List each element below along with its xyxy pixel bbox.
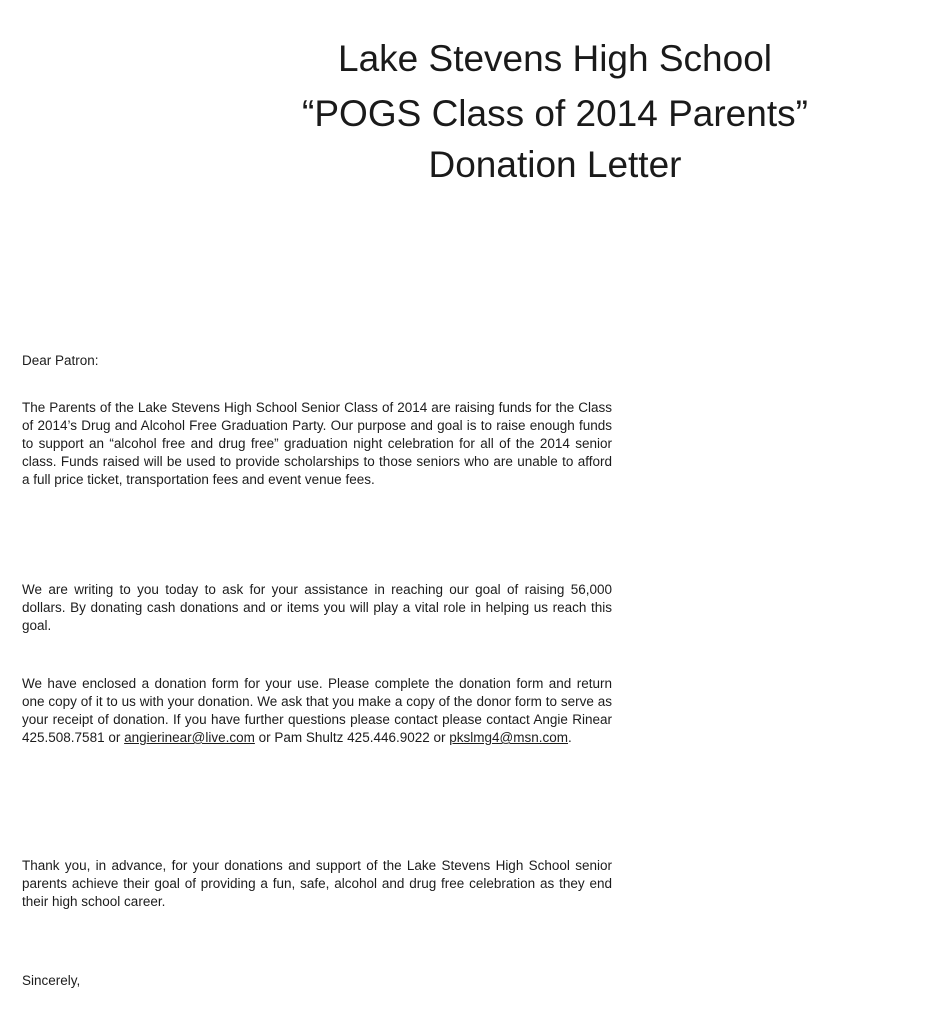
contact-paragraph-middle: or Pam Shultz 425.446.9022 or [258, 730, 446, 745]
contact-paragraph-end: . [568, 730, 572, 745]
closing: Sincerely, [22, 973, 81, 988]
paragraph-request: We are writing to you today to ask for your assistance in reaching our goal of raising 56,000 dollars. By donating cash donations and or items you will play a vital role in helping us reach this goal. [22, 582, 612, 633]
salutation: Dear Patron: [22, 353, 99, 368]
contact-email-link-1[interactable]: angierinear@live.com [124, 730, 255, 745]
group-name-title: “POGS Class of 2014 Parents” [302, 93, 808, 134]
paragraph-thanks: Thank you, in advance, for your donations and support of the Lake Stevens High School senior parents achieve their goal of providing a fun, safe, alcohol and drug free celebration as they end their high school career. [22, 858, 612, 909]
school-name-title: Lake Stevens High School [338, 38, 772, 79]
contact-paragraph-text: We have enclosed a donation form for your use. Please complete the donation form and return one copy of it to us with your donation. We ask that you make a copy of the donor form to serve as your receipt of donation. If you have further questions please contact please contact Angie Rinear 425.508.7581 or [22, 676, 612, 745]
paragraph-contact [22, 675, 612, 747]
contact-email-link-2[interactable]: pkslmg4@msn.com [449, 730, 569, 745]
document-type-title: Donation Letter [428, 144, 682, 185]
paragraph-purpose: The Parents of the Lake Stevens High School Senior Class of 2014 are raising funds for the Class of 2014’s Drug and Alcohol Free Graduation Party. Our purpose and goal is to raise enough funds to support an “alcohol free and drug free” graduation night celebration for all of the 2014 senior class. Funds raised will be used to provide scholarships to those seniors who are unable to afford a full price ticket, transportation fees and event venue fees. [22, 400, 612, 487]
